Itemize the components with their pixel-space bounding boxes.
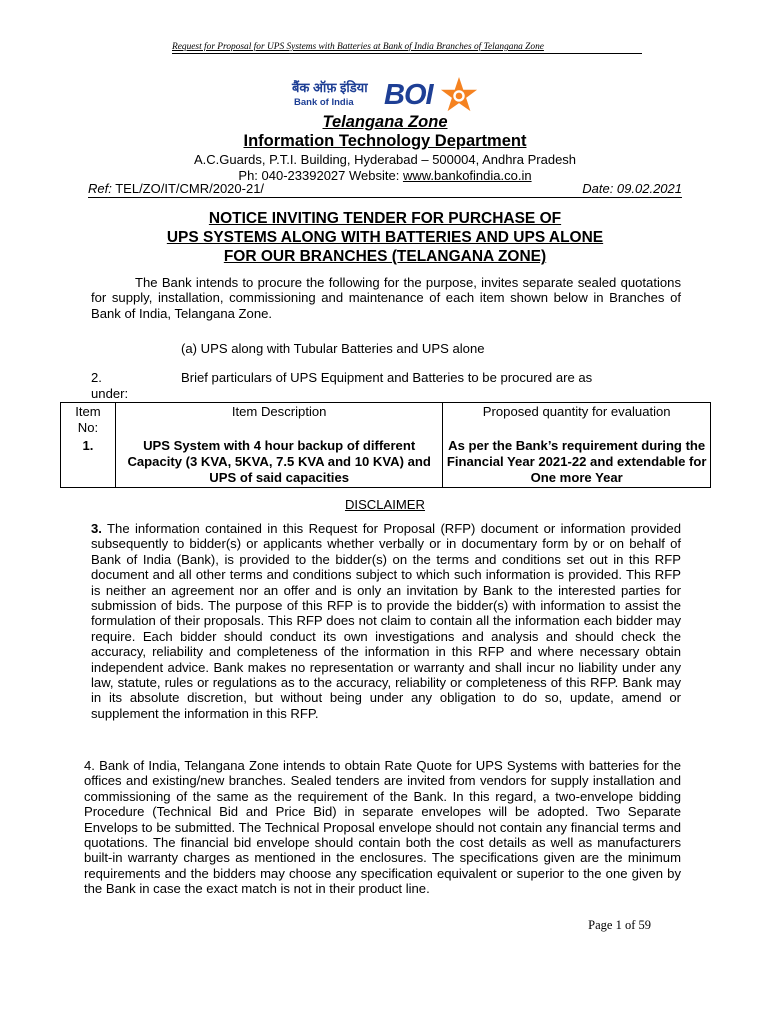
website-link[interactable]: www.bankofindia.co.in bbox=[402, 168, 532, 183]
phone-text: Ph: 040-23392027 Website: bbox=[238, 168, 403, 183]
cell-item-no: 1. bbox=[61, 437, 116, 488]
paragraph-2-number: 2. bbox=[91, 370, 102, 385]
address: A.C.Guards, P.T.I. Building, Hyderabad – 500004, Andhra Pradesh bbox=[193, 152, 577, 167]
zone-title: Telangana Zone bbox=[322, 113, 448, 131]
paragraph-2-text: Brief particulars of UPS Equipment and Batteries to be procured are as bbox=[181, 370, 593, 385]
header-item-description: Item Description bbox=[115, 403, 442, 438]
logo-hindi-text: बैंक ऑफ़ इंडिया bbox=[292, 80, 368, 95]
logo-abbreviation: BOI bbox=[384, 79, 433, 111]
cell-quantity: As per the Bank’s requirement during the Financial Year 2021-22 and extendable for One more Year bbox=[443, 437, 711, 488]
disclaimer-number: 3. bbox=[91, 521, 102, 536]
header-item-no: Item No: bbox=[61, 403, 116, 438]
reference-label: Ref: bbox=[88, 181, 112, 196]
page-number: Page 1 of 59 bbox=[588, 918, 651, 932]
table-row bbox=[61, 437, 711, 488]
notice-title-line-1: NOTICE INVITING TENDER FOR PURCHASE OF bbox=[208, 210, 562, 227]
header-quantity: Proposed quantity for evaluation bbox=[443, 403, 711, 438]
notice-title-line-3: FOR OUR BRANCHES (TELANGANA ZONE) bbox=[223, 248, 547, 265]
running-header: Request for Proposal for UPS Systems with Batteries at Bank of India Branches of Telangana Zone bbox=[172, 42, 642, 54]
table-header-row bbox=[61, 403, 711, 438]
paragraph-2-continuation: under: bbox=[91, 386, 129, 401]
reference-number: TEL/ZO/IT/CMR/2020-21/ bbox=[111, 181, 265, 196]
date-label: Date: bbox=[582, 181, 614, 196]
department-title: Information Technology Department bbox=[243, 132, 527, 150]
logo-english-text: Bank of India bbox=[294, 97, 354, 108]
disclaimer-heading: DISCLAIMER bbox=[344, 497, 426, 512]
reference bbox=[88, 181, 264, 196]
items-table bbox=[60, 402, 711, 488]
reference-line bbox=[88, 180, 682, 198]
disclaimer-text: The information contained in this Request for Proposal (RFP) document or information provided subsequently to bidder(s) or applicants whether verbally or in documentary form by or on behalf of Bank of India (Bank), is provided to the bidder(s) on the terms and conditions set out in this RFP document and all other terms and conditions subject to which such information is provided. This RFP is neither an agreement nor an offer and is only an invitation by Bank to the interested parties for submission of bids. The purpose of this RFP is to provide the bidder(s) with information to assist the formulation of their proposals. This RFP does not claim to contain all the information each bidder may require. Each bidder should conduct its own investigations and analysis and should check the accuracy, reliability and completeness of the information in this RFP and where necessary obtain independent advice. Bank makes no representation or warranty and shall incur no liability under any law, statute, rules or regulations as to the accuracy, reliability or completeness of this RFP. Bank may in its absolute discretion, but without being under any obligation to do so, update, amend or supplement the information in this RFP. bbox=[91, 521, 681, 721]
date-value: 09.02.2021 bbox=[613, 181, 682, 196]
paragraph-4: 4. Bank of India, Telangana Zone intends to obtain Rate Quote for UPS Systems with batteries for the offices and existing/new branches. Sealed tenders are invited from vendors for supply installation and commissioning of the same as the requirement of the Bank. In this regard, a two-envelope bidding Procedure (Technical Bid and Price Bid) in separate envelopes will be adopted. Two Separate Envelops to be submitted. The Technical Proposal envelope should not contain any financial terms and quotations. The financial bid envelope should contain both the cost details as well as manufacturers built-in warranty charges as mentioned in the enclosures. The specifications given are the minimum requirements and the bidders may choose any specification equivalent or superior to the one given by the Bank in case the exact match is not in their product line. bbox=[84, 758, 681, 897]
bank-logo bbox=[292, 76, 482, 116]
intro-paragraph: The Bank intends to procure the following for the purpose, invites separate sealed quotations for supply, installation, commissioning and maintenance of each item shown below in Branches of Bank of India, Telangana Zone. bbox=[91, 275, 681, 321]
date bbox=[582, 181, 682, 196]
notice-title-line-2: UPS SYSTEMS ALONG WITH BATTERIES AND UPS ALONE bbox=[166, 229, 604, 246]
cell-item-description: UPS System with 4 hour backup of different Capacity (3 KVA, 5KVA, 7.5 KVA and 10 KVA) and UPS of said capacities bbox=[115, 437, 442, 488]
star-icon bbox=[440, 76, 478, 114]
sub-item-a: (a) UPS along with Tubular Batteries and UPS alone bbox=[181, 341, 485, 356]
disclaimer-paragraph bbox=[91, 521, 681, 721]
